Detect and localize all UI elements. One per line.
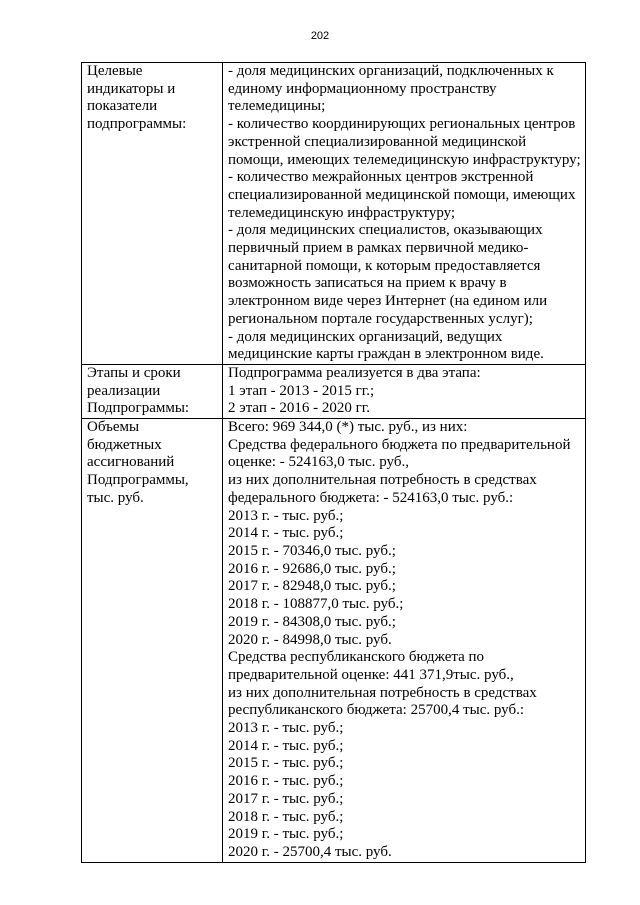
- row-content-line: 2014 г. - тыс. руб.;: [228, 737, 344, 754]
- row-content-line: 2020 г. - 25700,4 тыс. руб.: [228, 843, 392, 860]
- row-content-line: Средства республиканского бюджета по: [228, 649, 485, 666]
- row-content-line: Подпрограмма реализуется в два этапа:: [228, 364, 481, 381]
- row-content-line: 2016 г. - 92686,0 тыс. руб.;: [228, 560, 396, 577]
- row-content-line: помощи, имеющих телемедицинскую инфраструктуру;: [228, 151, 581, 168]
- row-label-line: Подпрограммы:: [87, 400, 190, 417]
- row-label-cell: [82, 364, 223, 418]
- row-content-line: первичный прием в рамках первичной медико-: [228, 240, 529, 257]
- row-label-cell: [82, 419, 223, 863]
- row-content-line: 2013 г. - тыс. руб.;: [228, 507, 344, 524]
- row-content-line: из них дополнительная потребность в средствах: [228, 472, 537, 489]
- row-budget-allocations: [82, 419, 586, 863]
- row-content-line: 2017 г. - тыс. руб.;: [228, 790, 344, 807]
- row-content-line: 2013 г. - тыс. руб.;: [228, 720, 344, 737]
- row-content-line: региональном портале государственных услуг);: [228, 310, 533, 327]
- row-content-cell: [223, 419, 586, 863]
- row-content-line: 2015 г. - 70346,0 тыс. руб.;: [228, 542, 396, 559]
- row-label-cell: [82, 63, 223, 365]
- passport-table-body: [82, 63, 586, 863]
- row-content-line: телемедицины;: [228, 98, 326, 115]
- row-content-line: телемедицинскую инфраструктуру;: [228, 204, 456, 221]
- row-content-line: 2018 г. - 108877,0 тыс. руб.;: [228, 596, 404, 613]
- row-label-line: показатели: [87, 98, 158, 115]
- row-content-line: Всего: 969 344,0 (*) тыс. руб., из них:: [228, 419, 468, 436]
- passport-table: [81, 62, 586, 863]
- row-content-line: медицинские карты граждан в электронном виде.: [228, 346, 544, 363]
- row-label-line: бюджетных: [87, 436, 162, 453]
- row-content-line: республиканского бюджета: 25700,4 тыс. руб.:: [228, 702, 525, 719]
- row-content-line: электронном виде через Интернет (на едином или: [228, 293, 548, 310]
- row-content-line: 2016 г. - тыс. руб.;: [228, 773, 344, 790]
- row-content-line: - доля медицинских организаций, подключенных к: [228, 63, 554, 79]
- row-content-line: 2017 г. - 82948,0 тыс. руб.;: [228, 578, 396, 595]
- row-content-line: из них дополнительная потребность в средствах: [228, 684, 537, 701]
- row-content-line: экстренной специализированной медицинской: [228, 133, 527, 150]
- row-label-line: подпрограммы:: [87, 116, 187, 133]
- page-number: 202: [310, 30, 330, 42]
- row-content-line: специализированной медицинской помощи, имеющих: [228, 186, 576, 203]
- row-content-cell: [223, 364, 586, 418]
- row-content-line: 2018 г. - тыс. руб.;: [228, 808, 344, 825]
- row-content-line: 1 этап - 2013 - 2015 гг.;: [228, 382, 375, 399]
- row-content-line: - количество межрайонных центров экстренной: [228, 169, 534, 186]
- row-content-line: - доля медицинских организаций, ведущих: [228, 328, 503, 345]
- row-content-line: 2019 г. - 84308,0 тыс. руб.;: [228, 613, 396, 630]
- row-label-line: Этапы и сроки: [87, 364, 181, 381]
- row-content-line: 2019 г. - тыс. руб.;: [228, 826, 344, 843]
- row-content-line: - доля медицинских специалистов, оказывающих: [228, 222, 543, 239]
- row-label-line: индикаторы и: [87, 80, 176, 97]
- row-content-line: - количество координирующих региональных центров: [228, 116, 576, 133]
- row-label-line: Объемы: [87, 419, 140, 436]
- row-label-line: Подпрограммы,: [87, 472, 189, 489]
- row-content-line: 2015 г. - тыс. руб.;: [228, 755, 344, 772]
- row-target-indicators: [82, 63, 586, 365]
- row-content-cell: [223, 63, 586, 365]
- row-content-line: возможность записаться на прием к врачу в: [228, 275, 507, 292]
- row-content-line: 2 этап - 2016 - 2020 гг.: [228, 400, 371, 417]
- row-content-line: 2014 г. - тыс. руб.;: [228, 525, 344, 542]
- row-label-line: реализации: [87, 382, 161, 399]
- row-content-line: санитарной помощи, к которым предоставляется: [228, 257, 541, 274]
- row-stages-terms: [82, 364, 586, 418]
- row-content-line: Средства федерального бюджета по предварительной: [228, 436, 571, 453]
- row-label-line: Целевые: [87, 63, 143, 79]
- row-label-line: тыс. руб.: [87, 489, 144, 506]
- row-label-line: ассигнований: [87, 454, 175, 471]
- row-content-line: единому информационному пространству: [228, 80, 497, 97]
- row-content-line: оценке: - 524163,0 тыс. руб.,: [228, 454, 409, 471]
- row-content-line: 2020 г. - 84998,0 тыс. руб.: [228, 631, 392, 648]
- row-content-line: федерального бюджета: - 524163,0 тыс. руб.:: [228, 489, 514, 506]
- row-content-line: предварительной оценке: 441 371,9тыс. руб.,: [228, 666, 514, 683]
